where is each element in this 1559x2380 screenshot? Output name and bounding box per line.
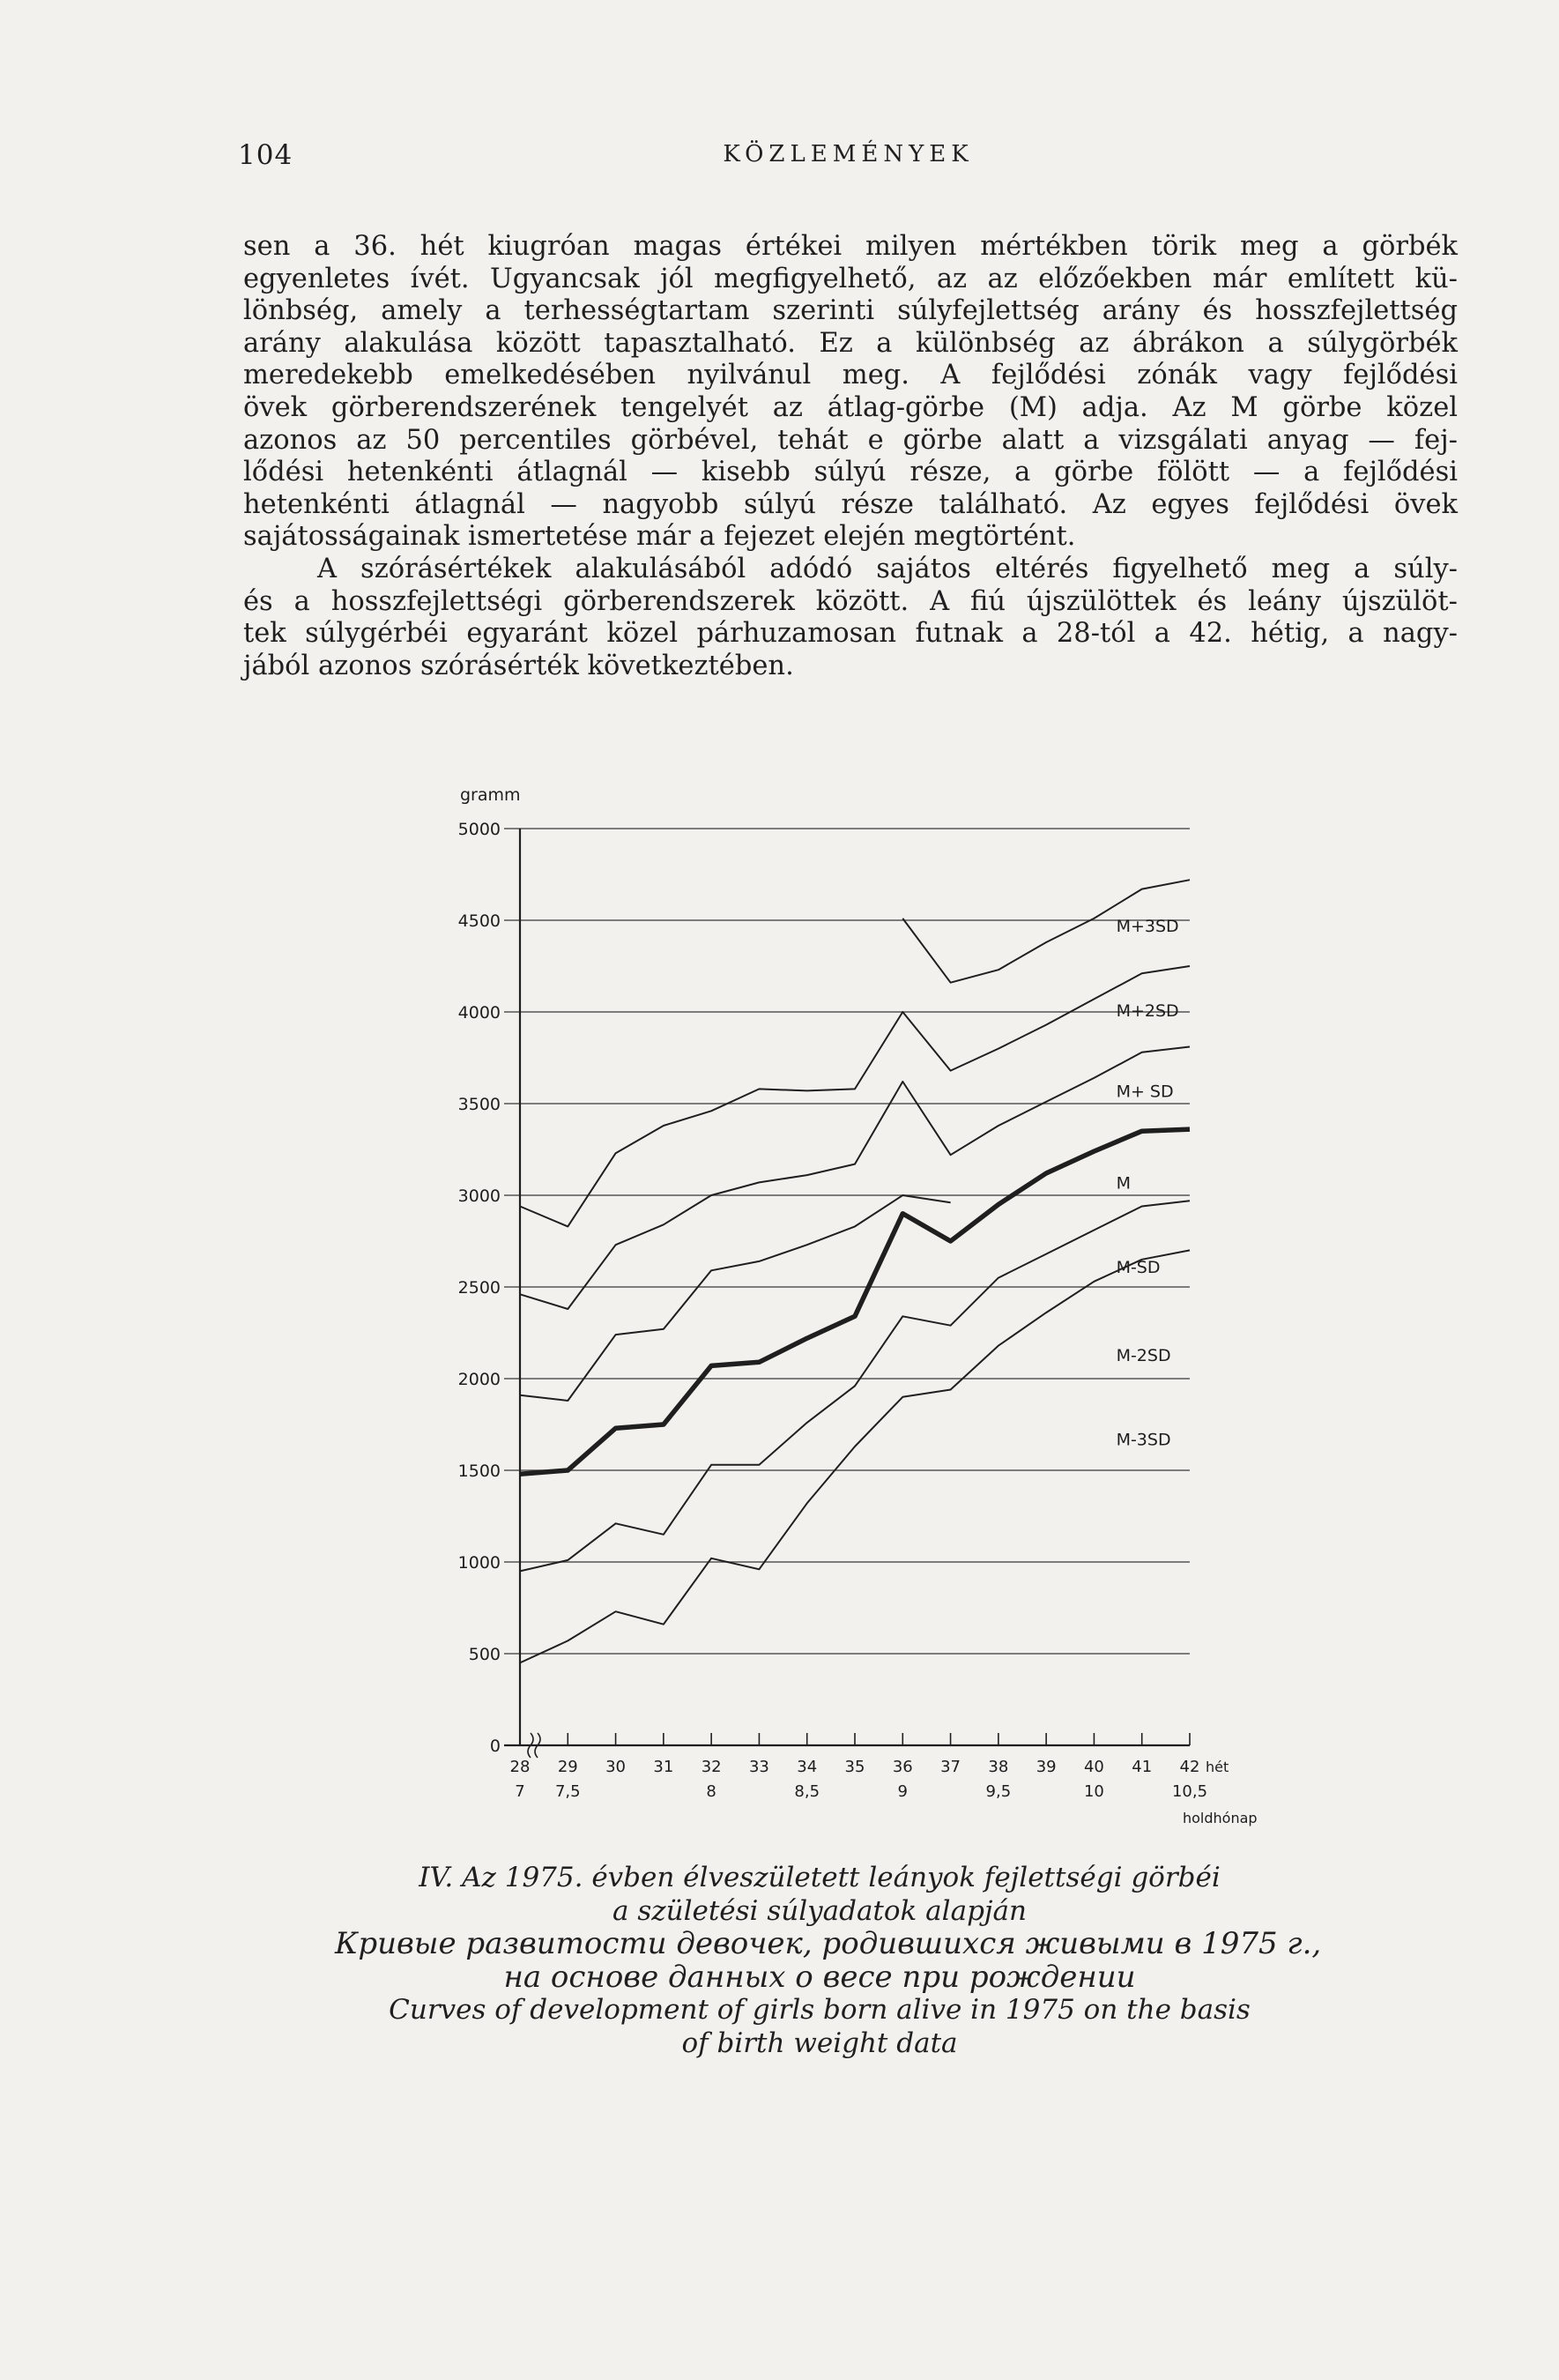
y-tick-label: 4500 <box>457 911 501 931</box>
figure-caption <box>335 1862 1322 2061</box>
caption-hungarian-2: a születési súlyadatok alapján <box>612 1894 1027 1927</box>
text-line: A szórásértékek alakulásából adódó sajátos eltérés figyelhető meg a súly- <box>317 553 1458 584</box>
series-line <box>520 1201 1190 1571</box>
y-tick-label: 500 <box>468 1645 501 1664</box>
x-tick-label: 40 <box>1083 1758 1104 1776</box>
text-line: sajátosságainak ismertetése már a fejezet elején megtörtént. <box>243 521 1076 553</box>
series-line <box>520 1129 1190 1474</box>
x-tick-label: 37 <box>940 1758 961 1776</box>
chart-axes <box>504 829 1190 1758</box>
x-tick-label: 29 <box>557 1758 578 1776</box>
x-tick-label: 31 <box>653 1758 674 1776</box>
text-line: hetenkénti átlagnál — nagyobb súlyú része található. Az egyes fejlődési övek <box>243 488 1458 520</box>
y-tick-label: 0 <box>489 1737 501 1756</box>
x-month-label: 7,5 <box>554 1782 581 1801</box>
caption-russian-2: на основе данных о весе при рождении <box>503 1959 1136 1995</box>
x-month-label: 8,5 <box>794 1782 820 1801</box>
series-label: M-3SD <box>1116 1430 1171 1450</box>
weight-chart <box>423 776 1287 1833</box>
series-line <box>520 966 1190 1226</box>
y-tick-label: 1000 <box>457 1553 501 1573</box>
series-label: M+3SD <box>1116 917 1179 937</box>
x-tick-label: 35 <box>844 1758 865 1776</box>
series-label: M+2SD <box>1116 1000 1179 1021</box>
x-month-label: 9,5 <box>985 1782 1012 1801</box>
x-tick-label: 41 <box>1132 1758 1153 1776</box>
series-label: M <box>1116 1173 1131 1194</box>
text-line: sen a 36. hét kiugróan magas értékei milyen mértékben törik meg a görbék <box>243 231 1458 262</box>
text-line: övek görberendszerének tengelyét az átlag-görbe (M) adja. Az M görbe közel <box>243 391 1458 423</box>
text-line: jából azonos szórásérték következtében. <box>243 650 794 681</box>
series-label: M-2SD <box>1116 1345 1171 1365</box>
series-line <box>520 1047 1190 1310</box>
x-month-label: 10 <box>1083 1782 1104 1801</box>
page-header <box>238 139 1459 175</box>
y-tick-label: 4000 <box>457 1003 501 1023</box>
text-line: lönbség, amely a terhességtartam szerinti súlyfejlettség arány és hosszfejlettség <box>243 295 1458 327</box>
x-tick-label: 34 <box>797 1758 818 1776</box>
text-line: tek súlygérbéi egyaránt közel párhuzamosan futnak a 28-tól a 42. hétig, a nagy- <box>243 618 1458 650</box>
x-tick-label: 42 <box>1179 1758 1200 1776</box>
text-line: és a hosszfejlettségi görberendszerek között. A fiú újszülöttek és leány újszülöt- <box>243 585 1458 617</box>
y-tick-label: 2000 <box>457 1370 501 1389</box>
y-axis-label: gramm <box>460 785 521 805</box>
text-line: azonos az 50 percentiles görbével, tehát e görbe alatt a vizsgálati anyag — fej- <box>243 424 1458 456</box>
text-line: egyenletes ívét. Ugyancsak jól megfigyelhető, az az előzőekben már említett kü- <box>243 263 1458 294</box>
body-text <box>243 231 1458 682</box>
series-label: M-SD <box>1116 1258 1161 1278</box>
page-number: 104 <box>238 139 293 171</box>
x-tick-label: 33 <box>748 1758 769 1776</box>
x-month-label: 10,5 <box>1171 1782 1208 1801</box>
chart-series <box>520 880 1190 1662</box>
caption-russian-1: Кривые развитости девочек, родившихся живыми в 1975 г., <box>335 1926 1322 1962</box>
running-head: KÖZLEMÉNYEK <box>723 141 974 167</box>
x-month-label: 8 <box>706 1782 716 1801</box>
x-tick-label: 32 <box>701 1758 722 1776</box>
y-tick-label: 3000 <box>457 1186 501 1206</box>
y-tick-label: 2500 <box>457 1278 501 1298</box>
x-axis-label-weeks: hét <box>1206 1759 1229 1775</box>
x-axis-label-months: holdhónap <box>1183 1810 1258 1826</box>
y-tick-label: 3500 <box>457 1095 501 1114</box>
figure-development-curves <box>423 776 1287 1833</box>
x-tick-label: 39 <box>1036 1758 1057 1776</box>
series-label: M+ SD <box>1116 1082 1174 1102</box>
series-line <box>520 1195 951 1401</box>
y-tick-label: 1500 <box>457 1461 501 1481</box>
text-line: arány alakulása között tapasztalható. Ez a különbség az ábrákon a súlygörbék <box>243 327 1458 359</box>
x-tick-label: 36 <box>892 1758 913 1776</box>
x-tick-label: 30 <box>605 1758 627 1776</box>
x-tick-label: 28 <box>509 1758 531 1776</box>
text-line: meredekebb emelkedésében nyilvánul meg. A fejlődési zónák vagy fejlődési <box>243 360 1458 391</box>
x-tick-label: 38 <box>988 1758 1009 1776</box>
caption-hungarian-1: IV. Az 1975. évben élveszületett leányok fejlettségi görbéi <box>419 1862 1221 1893</box>
caption-english-1: Curves of development of girls born alive in 1975 on the basis <box>389 1994 1251 2027</box>
text-line: lődési hetenkénti átlagnál — kisebb súlyú része, a görbe fölött — a fejlődési <box>243 457 1458 488</box>
y-tick-label: 5000 <box>457 820 501 839</box>
caption-english-2: of birth weight data <box>681 2027 958 2059</box>
x-month-label: 7 <box>515 1782 525 1801</box>
x-month-label: 9 <box>897 1782 909 1801</box>
